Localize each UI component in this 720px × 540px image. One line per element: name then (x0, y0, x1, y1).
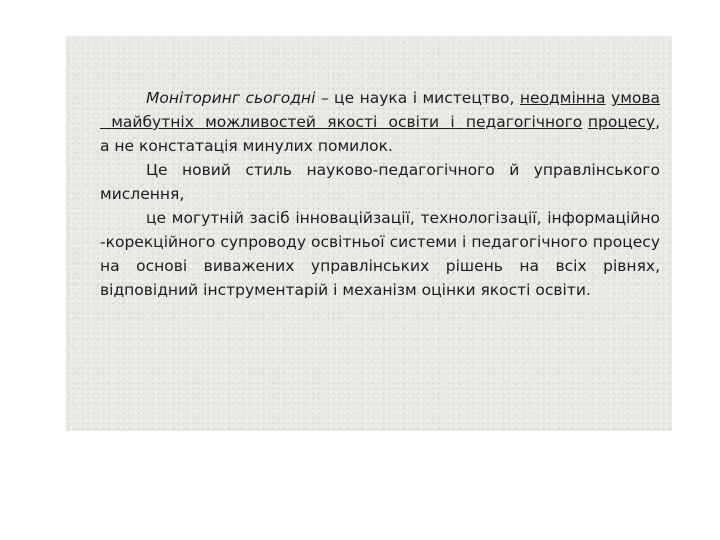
definition-tail: , а не констатація минулих помилок. (100, 113, 661, 155)
definition-text: – це наука і мистецтво, (315, 89, 520, 107)
underlined-word: освіти (388, 113, 440, 131)
underlined-word: можливостей (205, 113, 317, 131)
underlined-word: якості (327, 113, 378, 131)
monitoring-today-emphasis: Моніторинг сьогодні (146, 89, 316, 107)
underlined-word: умова (611, 89, 660, 107)
underlined-word: і (450, 113, 455, 131)
underlined-word: майбутніх (111, 113, 194, 131)
textured-content-panel (66, 36, 672, 431)
underlined-word: процесу (587, 113, 656, 131)
underlined-word: неодмінна (519, 89, 606, 107)
slide-body-text (100, 86, 660, 302)
paragraph-new-style: Це новий стиль науково-педагогічного й управлінського мислення, (100, 161, 660, 203)
paragraph-powerful-tool: це могутній засіб інноваційзації, технологізації, інформаційно -корекційного супроводу освітньої системи і педагогічного процесу на основі виважених управлінських рішень на всіх рівнях, відповідний інструментарій і механізм оцінки якості освіти. (100, 209, 660, 299)
underlined-word: педагогічного (465, 113, 583, 131)
paragraph-definition (100, 86, 660, 158)
